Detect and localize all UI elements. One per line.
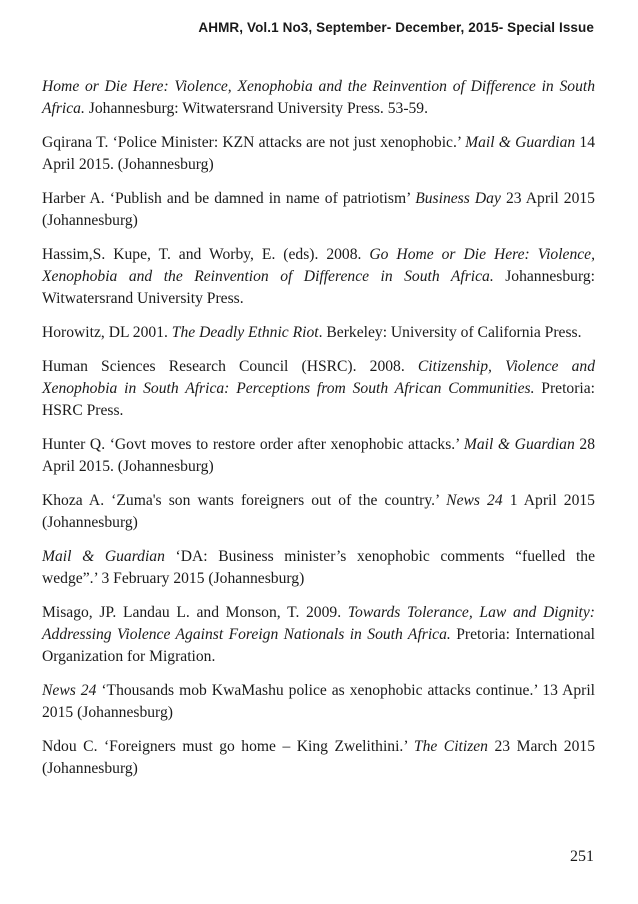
reference-segment: 28 April 2015. (Johannesburg) bbox=[42, 436, 595, 475]
reference-entry bbox=[42, 736, 595, 780]
reference-segment: 14 April 2015. (Johannesburg) bbox=[42, 134, 595, 173]
reference-segment: Mail & Guardian bbox=[465, 134, 576, 151]
reference-segment: Business Day bbox=[415, 190, 501, 207]
reference-segment: Towards Tolerance, Law and Dignity: Addressing Violence Against Foreign Nationals in South Africa. bbox=[42, 604, 595, 643]
reference-segment: ‘Thousands mob KwaMashu police as xenophobic attacks continue.’ 13 April 2015 (Johannesburg) bbox=[42, 682, 595, 721]
reference-entry bbox=[42, 244, 595, 310]
reference-entry bbox=[42, 188, 595, 232]
reference-segment: Pretoria: International Organization for Migration. bbox=[42, 626, 595, 665]
reference-entry bbox=[42, 434, 595, 478]
reference-segment: News 24 bbox=[446, 492, 503, 509]
reference-segment: Gqirana T. ‘Police Minister: KZN attacks are not just xenophobic.’ bbox=[42, 134, 466, 151]
reference-entry bbox=[42, 132, 595, 176]
reference-segment: Mail & Guardian bbox=[42, 548, 165, 565]
reference-segment: Home or Die Here: Violence, Xenophobia and the Reinvention of Difference in South Africa. bbox=[42, 78, 595, 117]
reference-segment: 23 April 2015 (Johannesburg) bbox=[42, 190, 595, 229]
reference-segment: Horowitz, DL 2001. bbox=[42, 324, 172, 341]
reference-segment: Citizenship, Violence and Xenophobia in South Africa: Perceptions from South African Communities. bbox=[42, 358, 595, 397]
reference-entry bbox=[42, 602, 595, 668]
reference-segment: Hassim,S. Kupe, T. and Worby, E. (eds). 2008. bbox=[42, 246, 370, 263]
reference-segment: Hunter Q. ‘Govt moves to restore order after xenophobic attacks.’ bbox=[42, 436, 464, 453]
reference-entry bbox=[42, 356, 595, 422]
reference-list bbox=[42, 76, 595, 792]
reference-entry bbox=[42, 322, 595, 344]
reference-segment: Harber A. ‘Publish and be damned in name of patriotism’ bbox=[42, 190, 416, 207]
reference-entry bbox=[42, 546, 595, 590]
reference-segment: Johannesburg: Witwatersrand University Press. 53-59. bbox=[84, 100, 428, 117]
reference-segment: Johannesburg: Witwatersrand University Press. bbox=[42, 268, 595, 307]
reference-segment: . Berkeley: University of California Press. bbox=[318, 324, 582, 341]
page-number: 251 bbox=[570, 848, 594, 865]
reference-segment: Pretoria: HSRC Press. bbox=[42, 380, 596, 419]
reference-segment: ‘DA: Business minister’s xenophobic comments “fuelled the wedge”.’ 3 February 2015 (Johannesburg) bbox=[42, 548, 595, 587]
reference-segment: The Deadly Ethnic Riot bbox=[171, 324, 319, 341]
reference-segment: Misago, JP. Landau L. and Monson, T. 2009. bbox=[42, 604, 348, 621]
reference-segment: The Citizen bbox=[413, 738, 488, 755]
reference-segment: 1 April 2015 (Johannesburg) bbox=[42, 492, 595, 531]
reference-entry bbox=[42, 76, 595, 120]
reference-segment: Ndou C. ‘Foreigners must go home – King Zwelithini.’ bbox=[42, 738, 414, 755]
reference-segment: 23 March 2015 (Johannesburg) bbox=[42, 738, 595, 777]
reference-segment: Khoza A. ‘Zuma's son wants foreigners out of the country.’ bbox=[42, 492, 447, 509]
reference-segment: Go Home or Die Here: Violence, Xenophobia and the Reinvention of Difference in South Africa. bbox=[42, 246, 595, 285]
running-header: AHMR, Vol.1 No3, September- December, 2015- Special Issue bbox=[198, 20, 594, 35]
reference-segment: News 24 bbox=[42, 682, 97, 699]
reference-entry bbox=[42, 680, 595, 724]
reference-segment: Mail & Guardian bbox=[463, 436, 575, 453]
reference-entry bbox=[42, 490, 595, 534]
reference-segment: Human Sciences Research Council (HSRC). 2008. bbox=[42, 358, 418, 375]
